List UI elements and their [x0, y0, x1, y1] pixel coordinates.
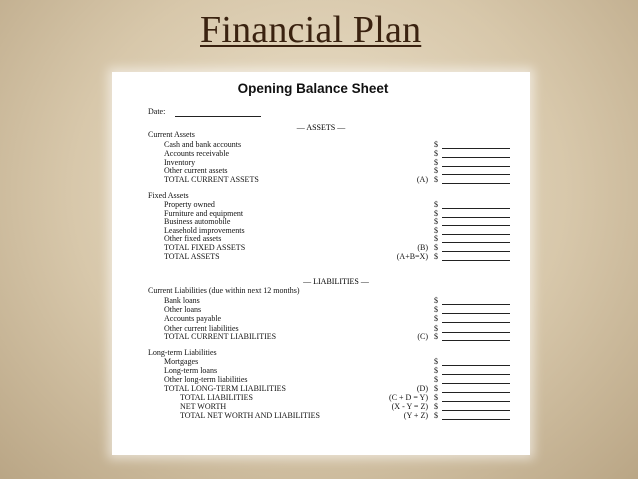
row-label: TOTAL LIABILITIES: [180, 393, 253, 402]
currency-symbol: $: [434, 375, 438, 385]
total-current-assets-row: [112, 175, 530, 185]
amount-field-line[interactable]: [442, 260, 510, 261]
formula-code: (D): [416, 384, 428, 393]
row-label: Current Assets: [148, 130, 195, 139]
formula-code: (Y + Z): [403, 411, 428, 420]
row-label: Accounts payable: [164, 314, 222, 324]
formula-code: (C): [417, 332, 428, 341]
currency-symbol: $: [434, 208, 438, 218]
row-label: Leasehold improvements: [164, 225, 245, 235]
currency-symbol: $: [434, 296, 438, 305]
row-label: Mortgages: [164, 357, 199, 366]
formula-code: (C + D = Y): [389, 393, 428, 402]
current-liabilities-heading: [112, 286, 530, 296]
total-assets-row: [112, 252, 530, 262]
formula-code: (A+B=X): [396, 252, 428, 261]
row-label: Current Liabilities (due within next 12 months): [148, 286, 300, 295]
currency-symbol: $: [434, 140, 438, 149]
liabilities-heading: — LIABILITIES —: [303, 277, 369, 286]
row-label: TOTAL ASSETS: [164, 252, 220, 261]
currency-symbol: $: [434, 323, 438, 333]
current-assets-heading: [112, 130, 530, 140]
row-label: Bank loans: [164, 296, 200, 305]
row-label: NET WORTH: [180, 402, 227, 411]
row-label: Other loans: [164, 305, 202, 315]
formula-code: (X - Y = Z): [391, 402, 428, 411]
currency-symbol: $: [434, 225, 438, 235]
formula-code: (A): [416, 175, 428, 184]
currency-symbol: $: [434, 411, 438, 420]
amount-field-line[interactable]: [442, 419, 510, 420]
currency-symbol: $: [434, 305, 438, 315]
currency-symbol: $: [434, 366, 438, 376]
assets-heading: — ASSETS —: [296, 123, 346, 132]
currency-symbol: $: [434, 243, 438, 252]
currency-symbol: $: [434, 393, 438, 402]
sheet-title: Opening Balance Sheet: [237, 81, 389, 96]
row-label: Inventory: [164, 157, 196, 167]
row-label: TOTAL FIXED ASSETS: [164, 243, 246, 252]
currency-symbol: $: [434, 200, 438, 209]
total-current-liabilities-row: [112, 332, 530, 342]
row-label: TOTAL NET WORTH AND LIABILITIES: [180, 411, 320, 420]
formula-code: (B): [417, 243, 428, 252]
row-label: Other fixed assets: [164, 234, 222, 244]
currency-symbol: $: [434, 384, 438, 393]
row-label: Cash and bank accounts: [164, 140, 242, 149]
currency-symbol: $: [434, 234, 438, 244]
currency-symbol: $: [434, 332, 438, 341]
row-label: Other current assets: [164, 166, 228, 176]
amount-field-line[interactable]: [442, 340, 510, 341]
row-label: Other current liabilities: [164, 323, 239, 333]
row-label: Furniture and equipment: [164, 208, 244, 218]
row-label: TOTAL LONG-TERM LIABILITIES: [164, 384, 287, 393]
row-label: TOTAL CURRENT LIABILITIES: [164, 332, 277, 341]
amount-field-line[interactable]: [442, 183, 510, 184]
currency-symbol: $: [434, 252, 438, 261]
currency-symbol: $: [434, 314, 438, 324]
currency-symbol: $: [434, 166, 438, 176]
row-label: Property owned: [164, 200, 215, 209]
row-label: Long-term Liabilities: [148, 348, 217, 357]
row-label: Fixed Assets: [148, 191, 189, 200]
currency-symbol: $: [434, 157, 438, 167]
date-field-line[interactable]: [175, 116, 261, 117]
balance-sheet-form: [112, 72, 530, 455]
row-label: Long-term loans: [164, 366, 218, 376]
currency-symbol: $: [434, 357, 438, 366]
slide-title: Financial Plan: [200, 9, 422, 51]
row-label: Business automobile: [164, 217, 231, 227]
currency-symbol: $: [434, 217, 438, 227]
total-net-worth-and-liabilities-row: [112, 411, 530, 421]
currency-symbol: $: [434, 175, 438, 184]
row-label: Accounts receivable: [164, 148, 230, 158]
currency-symbol: $: [434, 402, 438, 411]
row-label: Other long-term liabilities: [164, 375, 248, 385]
date-label: Date:: [148, 107, 166, 116]
row-label: TOTAL CURRENT ASSETS: [164, 175, 259, 184]
currency-symbol: $: [434, 148, 438, 158]
